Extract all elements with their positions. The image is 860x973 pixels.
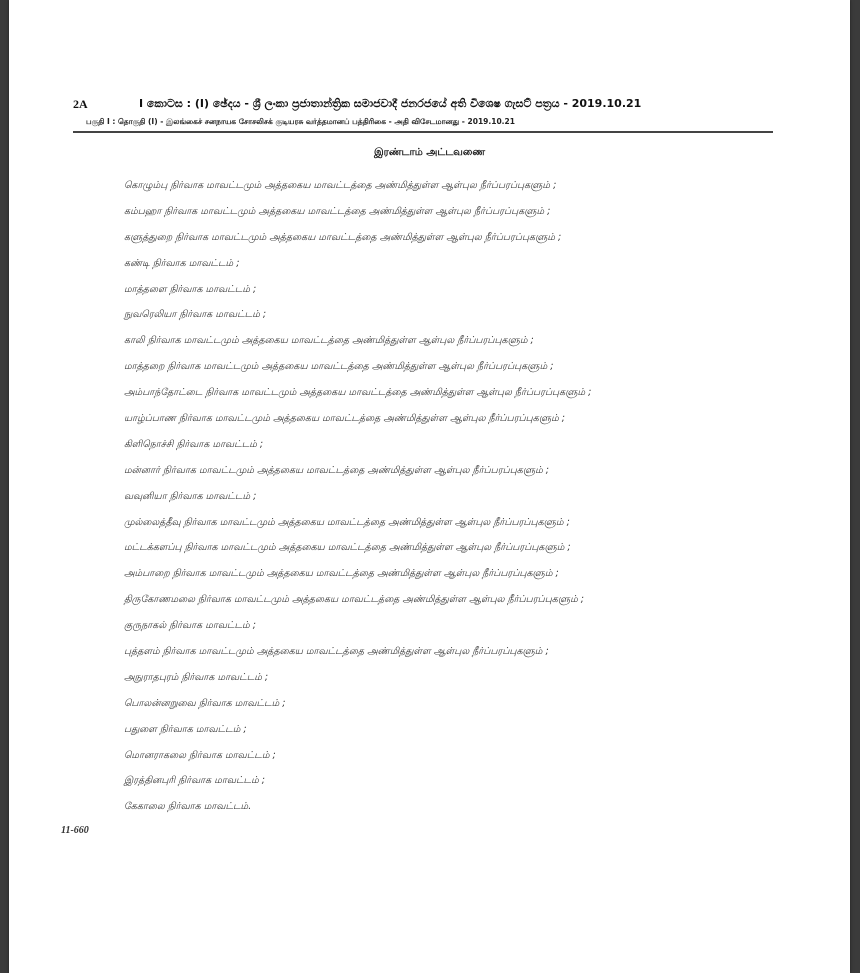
list-item: அம்பாறை நிர்வாக மாவட்டமும் அத்தகைய மாவட்டத்தை அண்மித்துள்ள ஆள்புல நீர்ப்பரப்புகளும் ; bbox=[124, 568, 559, 580]
list-item: மாத்தளை நிர்வாக மாவட்டம் ; bbox=[124, 283, 257, 295]
list-item: காலி நிர்வாக மாவட்டமும் அத்தகைய மாவட்டத்தை அண்மித்துள்ள ஆள்புல நீர்ப்பரப்புகளும் ; bbox=[124, 335, 534, 347]
footer-code: 11-660 bbox=[61, 825, 89, 836]
list-item: கிளிநொச்சி நிர்வாக மாவட்டம் ; bbox=[124, 438, 264, 450]
list-item: மாத்தறை நிர்வாக மாவட்டமும் அத்தகைய மாவட்டத்தை அண்மித்துள்ள ஆள்புல நீர்ப்பரப்புகளும் ; bbox=[124, 361, 554, 373]
list-item: யாழ்ப்பாண நிர்வாக மாவட்டமும் அத்தகைய மாவட்டத்தை அண்மித்துள்ள ஆள்புல நீர்ப்பரப்புகளும் ; bbox=[124, 413, 565, 425]
document-page bbox=[9, 0, 850, 973]
list-item: கேகாலை நிர்வாக மாவட்டம். bbox=[124, 801, 252, 813]
list-item: கொழும்பு நிர்வாக மாவட்டமும் அத்தகைய மாவட்டத்தை அண்மித்துள்ள ஆள்புல நீர்ப்பரப்புகளும் ; bbox=[124, 180, 557, 191]
list-item: களுத்துறை நிர்வாக மாவட்டமும் அத்தகைய மாவட்டத்தை அண்மித்துள்ள ஆள்புல நீர்ப்பரப்புகளும் ; bbox=[124, 231, 562, 243]
list-item: இரத்தினபுரி நிர்வாக மாவட்டம் ; bbox=[124, 775, 265, 787]
list-item: பதுளை நிர்வாக மாவட்டம் ; bbox=[124, 723, 247, 735]
list-item: கண்டி நிர்வாக மாவட்டம் ; bbox=[124, 257, 240, 269]
header-tamil: பகுதி I : தொகுதி (I) - இலங்கைச் சனநாயக சோசலிசக் குடியரசு வர்த்தமானப் பத்திரிகை - அதி விசேடமானது - 2019.10.21 bbox=[86, 117, 515, 126]
list-item: முல்லைத்தீவு நிர்வாக மாவட்டமும் அத்தகைய மாவட்டத்தை அண்மித்துள்ள ஆள்புல நீர்ப்பரப்புகளும் ; bbox=[124, 516, 570, 528]
section-title: இரண்டாம் அட்டவணை bbox=[373, 147, 486, 158]
list-item: கம்பஹா நிர்வாக மாவட்டமும் அத்தகைய மாவட்டத்தை அண்மித்துள்ள ஆள்புல நீர்ப்பரப்புகளும் ; bbox=[124, 205, 551, 217]
list-item: அநுராதபுரம் நிர்வாக மாவட்டம் ; bbox=[124, 671, 269, 683]
header-rule bbox=[73, 131, 773, 133]
list-item: மொனராகலை நிர்வாக மாவட்டம் ; bbox=[124, 749, 276, 761]
district-list bbox=[124, 178, 764, 825]
list-item: புத்தளம் நிர்வாக மாவட்டமும் அத்தகைய மாவட்டத்தை அண்மித்துள்ள ஆள்புல நீர்ப்பரப்புகளும் ; bbox=[124, 646, 549, 658]
header-sinhala: I කොටස : (I) ඡේදය - ශ්‍රී ලංකා ප්‍රජාතාන්ත්‍රික සමාජවාදී ජනරජයේ අති විශෙෂ ගැසට් පත්‍රය - 2019.10.21 bbox=[139, 97, 642, 110]
list-item: அம்பாந்தோட்டை நிர்வாக மாவட்டமும் அத்தகைய மாவட்டத்தை அண்மித்துள்ள ஆள்புல நீர்ப்பரப்புகளும் ; bbox=[124, 387, 592, 399]
page-number: 2A bbox=[73, 97, 88, 111]
list-item: மட்டக்களப்பு நிர்வாக மாவட்டமும் அத்தகைய மாவட்டத்தை அண்மித்துள்ள ஆள்புல நீர்ப்பரப்புகளும் ; bbox=[124, 542, 571, 554]
list-item: மன்னார் நிர்வாக மாவட்டமும் அத்தகைய மாவட்டத்தை அண்மித்துள்ள ஆள்புல நீர்ப்பரப்புகளும் ; bbox=[124, 464, 549, 476]
list-item: நுவரெலியா நிர்வாக மாவட்டம் ; bbox=[124, 309, 267, 321]
list-item: வவுனியா நிர்வாக மாவட்டம் ; bbox=[124, 490, 257, 502]
list-item: பொலன்னறுவை நிர்வாக மாவட்டம் ; bbox=[124, 697, 286, 709]
list-item: திருகோணமலை நிர்வாக மாவட்டமும் அத்தகைய மாவட்டத்தை அண்மித்துள்ள ஆள்புல நீர்ப்பரப்புகளும் ; bbox=[124, 594, 584, 606]
list-item: குருநாகல் நிர்வாக மாவட்டம் ; bbox=[124, 620, 256, 632]
